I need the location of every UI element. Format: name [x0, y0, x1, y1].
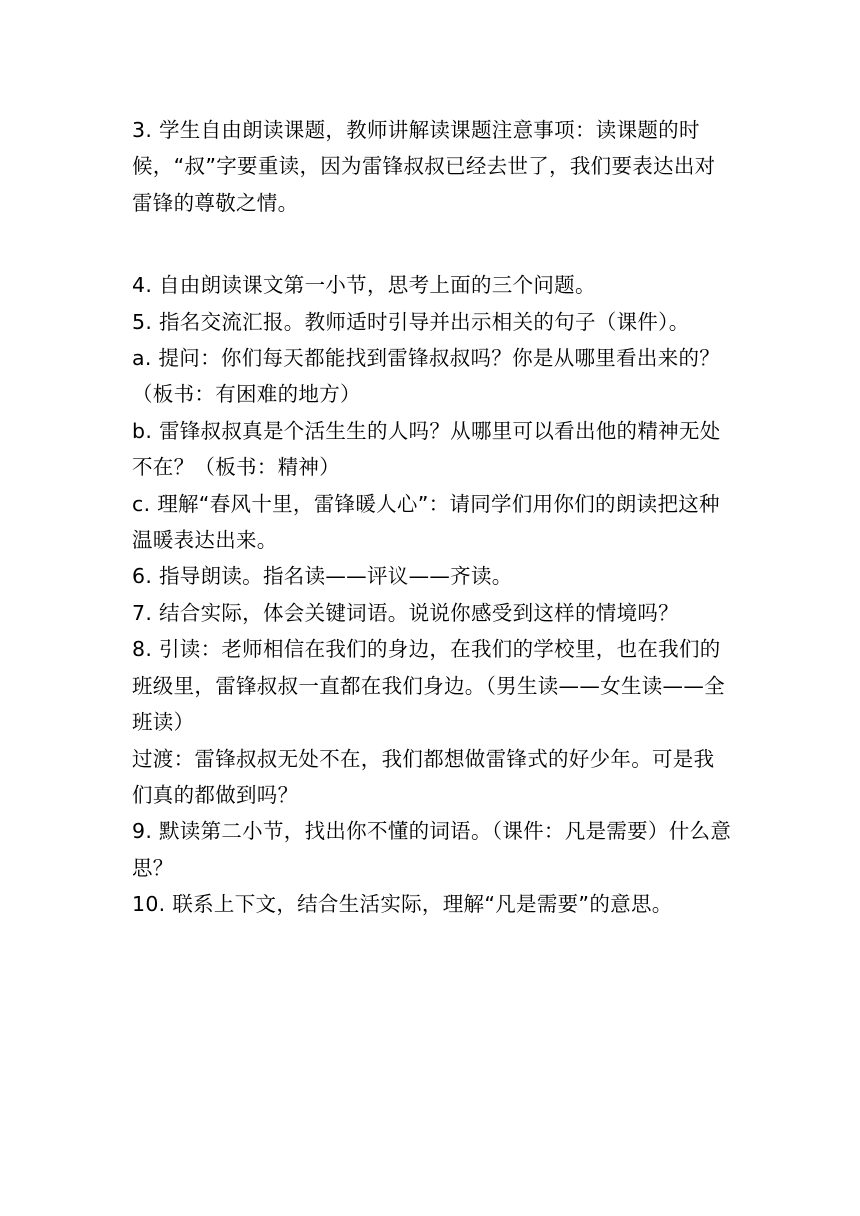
paragraph-transition: 过渡：雷锋叔叔无处不在，我们都想做雷锋式的好少年。可是我们真的都做到吗？: [132, 746, 715, 807]
paragraph-10: 10. 联系上下文，结合生活实际，理解“凡是需要”的意思。: [132, 892, 673, 917]
paragraph-9: 9. 默读第二小节，找出你不懂的词语。（课件：凡是需要）什么意思？: [132, 819, 732, 880]
paragraph-5c: c. 理解“春风十里，雷锋暖人心”：请同学们用你们的朗读把这种温暖表达出来。: [132, 491, 720, 553]
paragraph-5a: a. 提问：你们每天都能找到雷锋叔叔吗？你是从哪里看出来的？（板书：有困难的地方）: [132, 346, 721, 407]
paragraph-8: 8. 引读：老师相信在我们的身边，在我们的学校里，也在我们的班级里，雷锋叔叔一直都在我们身边。（男生读——女生读——全班读）: [132, 637, 725, 735]
paragraph-gap: [132, 221, 732, 267]
paragraph-4: 4. 自由朗读课文第一小节，思考上面的三个问题。: [132, 273, 596, 298]
document-body: [132, 112, 732, 923]
paragraph-5b: b. 雷锋叔叔真是个活生生的人吗？从哪里可以看出他的精神无处不在？（板书：精神）: [132, 418, 721, 480]
paragraph-3: 3. 学生自由朗读课题，教师讲解读课题注意事项：读课题的时候，“叔”字要重读，因为雷锋叔叔已经去世了，我们要表达出对雷锋的尊敬之情。: [132, 118, 716, 215]
paragraph-7: 7. 结合实际，体会关键词语。说说你感受到这样的情境吗？: [132, 600, 679, 625]
paragraph-6: 6. 指导朗读。指名读——评议——齐读。: [132, 564, 513, 589]
paragraph-5: 5. 指名交流汇报。教师适时引导并出示相关的句子（课件）。: [132, 309, 690, 334]
